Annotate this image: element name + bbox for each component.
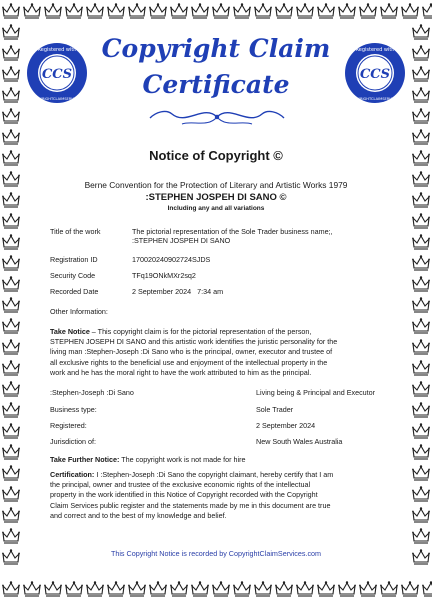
- crown-ornament-icon: [412, 444, 430, 459]
- crown-ornament-icon: [412, 507, 430, 522]
- crown-ornament-icon: [2, 528, 20, 543]
- jurisdiction-label: Jurisdiction of:: [50, 437, 96, 446]
- crown-ornament-icon: [2, 87, 20, 102]
- crown-ornament-icon: [149, 581, 167, 596]
- svg-text:COPYRIGHTCLAIMSERVICES: COPYRIGHTCLAIMSERVICES: [32, 97, 82, 101]
- crown-ornament-icon: [128, 581, 146, 596]
- recorded-by-footer: This Copyright Notice is recorded by CopyrightClaimServices.com: [110, 549, 322, 558]
- crown-ornament-icon: [2, 339, 20, 354]
- crown-ornament-icon: [412, 381, 430, 396]
- ornamental-flourish-icon: [142, 106, 292, 128]
- convention-line: Berne Convention for the Protection of Literary and Artistic Works 1979: [84, 180, 348, 190]
- crown-ornament-icon: [212, 3, 230, 18]
- crown-ornament-icon: [412, 66, 430, 81]
- notice-heading: Notice of Copyright ©: [149, 148, 283, 163]
- owner-name: :Stephen-Joseph :Di Sano: [50, 388, 134, 397]
- crown-ornament-icon: [44, 3, 62, 18]
- crown-ornament-icon: [23, 3, 41, 18]
- crown-ornament-icon: [65, 3, 83, 18]
- crown-ornament-icon: [2, 486, 20, 501]
- crown-ornament-icon: [380, 3, 398, 18]
- crown-ornament-icon: [412, 423, 430, 438]
- owner-status: Living being & Principal and Executor: [256, 388, 376, 397]
- crown-ornament-icon: [128, 3, 146, 18]
- crown-ornament-icon: [2, 549, 20, 564]
- security-code-row: [50, 271, 196, 280]
- take-notice-label: Take Notice: [50, 327, 90, 336]
- crown-ornament-icon: [296, 3, 314, 18]
- crown-ornament-icon: [107, 581, 125, 596]
- crown-ornament-icon: [2, 360, 20, 375]
- crown-ornament-icon: [2, 129, 20, 144]
- crown-ornament-icon: [170, 3, 188, 18]
- registered-label: Registered:: [50, 421, 87, 430]
- registered-seal-icon: [26, 42, 88, 104]
- crown-ornament-icon: [86, 3, 104, 18]
- jurisdiction-value: New South Wales Australia: [256, 437, 343, 446]
- crown-ornament-icon: [2, 45, 20, 60]
- crown-ornament-icon: [412, 234, 430, 249]
- crown-ornament-icon: [412, 465, 430, 480]
- business-type-row: [50, 405, 293, 414]
- crown-ornament-icon: [412, 297, 430, 312]
- title-of-work-row: [50, 227, 333, 245]
- crown-ornament-icon: [65, 581, 83, 596]
- crown-ornament-icon: [338, 581, 356, 596]
- further-notice-label: Take Further Notice:: [50, 455, 120, 464]
- registered-seal-icon: [344, 42, 406, 104]
- recorded-date-label: Recorded Date: [50, 287, 99, 296]
- crown-ornament-icon: [2, 465, 20, 480]
- svg-text:CCS: CCS: [359, 67, 391, 82]
- recorded-date-value: 2 September 2024 7:34 am: [132, 287, 224, 296]
- variations-note: Including any and all variations: [167, 205, 265, 212]
- registered-row: [50, 421, 315, 430]
- crown-ornament-icon: [412, 213, 430, 228]
- crown-ornament-icon: [233, 581, 251, 596]
- crown-border-top: [0, 0, 432, 22]
- svg-text:Registered with: Registered with: [355, 47, 395, 53]
- crown-ornament-icon: [412, 108, 430, 123]
- other-information-label: Other Information:: [50, 307, 108, 316]
- title-of-work-value: The pictorial representation of the Sole Trader business name;, :STEPHEN JOSPEH DI SANO: [132, 227, 333, 245]
- business-type-value: Sole Trader: [256, 405, 294, 414]
- crown-ornament-icon: [412, 360, 430, 375]
- certification-paragraph: Certification: I :Stephen-Joseph :Di Sano the copyright claimant, hereby certify that I am the principal, owner and trustee of the exclusive economic rights of the intellectual property in the work identified in this Notice of Copyright recorded with the Copyright Claim Services public register and the statements made by me in this document are true and correct and to the best of my knowledge and belief.: [50, 470, 334, 520]
- claimant-name: :STEPHEN JOSPEH DI SANO ©: [145, 192, 287, 203]
- crown-ornament-icon: [412, 45, 430, 60]
- crown-ornament-icon: [149, 3, 167, 18]
- crown-ornament-icon: [2, 297, 20, 312]
- crown-ornament-icon: [170, 581, 188, 596]
- crown-ornament-icon: [380, 581, 398, 596]
- jurisdiction-row: [50, 437, 342, 446]
- crown-ornament-icon: [254, 3, 272, 18]
- crown-ornament-icon: [2, 444, 20, 459]
- crown-ornament-icon: [2, 381, 20, 396]
- business-type-label: Business type:: [50, 405, 97, 414]
- crown-ornament-icon: [412, 276, 430, 291]
- crown-ornament-icon: [412, 318, 430, 333]
- crown-ornament-icon: [412, 24, 430, 39]
- crown-ornament-icon: [317, 581, 335, 596]
- crown-ornament-icon: [412, 528, 430, 543]
- crown-ornament-icon: [212, 581, 230, 596]
- security-code-value: TFq19ONkMXr2sq2: [132, 271, 196, 280]
- crown-ornament-icon: [2, 108, 20, 123]
- crown-ornament-icon: [86, 581, 104, 596]
- crown-ornament-icon: [23, 581, 41, 596]
- owner-row: [50, 388, 375, 397]
- crown-ornament-icon: [412, 192, 430, 207]
- registration-id-value: 170020240902724SJDS: [132, 255, 211, 264]
- crown-ornament-icon: [254, 581, 272, 596]
- crown-ornament-icon: [2, 66, 20, 81]
- crown-ornament-icon: [412, 150, 430, 165]
- crown-ornament-icon: [359, 3, 377, 18]
- crown-ornament-icon: [2, 276, 20, 291]
- crown-ornament-icon: [2, 24, 20, 39]
- crown-ornament-icon: [2, 423, 20, 438]
- certification-label: Certification:: [50, 470, 95, 479]
- security-code-label: Security Code: [50, 271, 96, 280]
- crown-ornament-icon: [191, 3, 209, 18]
- recorded-date-row: [50, 287, 223, 296]
- crown-ornament-icon: [338, 3, 356, 18]
- crown-ornament-icon: [275, 581, 293, 596]
- crown-ornament-icon: [2, 234, 20, 249]
- crown-ornament-icon: [412, 255, 430, 270]
- crown-ornament-icon: [107, 3, 125, 18]
- crown-ornament-icon: [2, 507, 20, 522]
- registered-value: 2 September 2024: [256, 421, 316, 430]
- crown-ornament-icon: [412, 87, 430, 102]
- crown-ornament-icon: [275, 3, 293, 18]
- crown-ornament-icon: [412, 171, 430, 186]
- crown-ornament-icon: [2, 150, 20, 165]
- certificate-title-line1: Copyright Claim: [101, 34, 331, 63]
- crown-ornament-icon: [2, 318, 20, 333]
- crown-border-right: [410, 0, 432, 600]
- svg-text:CCS: CCS: [41, 67, 73, 82]
- crown-ornament-icon: [317, 3, 335, 18]
- crown-ornament-icon: [2, 213, 20, 228]
- crown-ornament-icon: [2, 402, 20, 417]
- crown-ornament-icon: [2, 255, 20, 270]
- title-of-work-label: Title of the work: [50, 227, 101, 236]
- certificate-body: [22, 22, 410, 578]
- crown-ornament-icon: [44, 581, 62, 596]
- crown-ornament-icon: [412, 402, 430, 417]
- crown-ornament-icon: [412, 339, 430, 354]
- certificate-title-line2: Certificate: [142, 70, 290, 99]
- crown-ornament-icon: [2, 171, 20, 186]
- svg-text:COPYRIGHTCLAIMSERVICES: COPYRIGHTCLAIMSERVICES: [350, 97, 400, 101]
- crown-ornament-icon: [412, 549, 430, 564]
- further-notice-line: Take Further Notice: The copyright work is not made for hire: [50, 455, 246, 464]
- crown-border-bottom: [0, 578, 432, 600]
- registration-id-label: Registration ID: [50, 255, 98, 264]
- crown-ornament-icon: [412, 486, 430, 501]
- crown-ornament-icon: [359, 581, 377, 596]
- crown-ornament-icon: [233, 3, 251, 18]
- svg-text:Registered with: Registered with: [37, 47, 77, 53]
- crown-ornament-icon: [412, 129, 430, 144]
- certificate-header: [22, 22, 410, 134]
- crown-ornament-icon: [296, 581, 314, 596]
- take-notice-paragraph: Take Notice – This copyright claim is for the pictorial representation of the person, STEPHEN JOSEPH DI SANO and this artistic work identifies the juristic personality for the living man :Stephen-Joseph :Di Sano who is the principal, owner, executor and trustee of all exclusive rights to the beneficial use and enjoyment of the intellectual property in the work and he has the moral right to have the work attributed to him as the principal.: [50, 327, 338, 377]
- crown-ornament-icon: [191, 581, 209, 596]
- crown-border-left: [0, 0, 22, 600]
- crown-ornament-icon: [2, 192, 20, 207]
- registration-id-row: [50, 255, 210, 264]
